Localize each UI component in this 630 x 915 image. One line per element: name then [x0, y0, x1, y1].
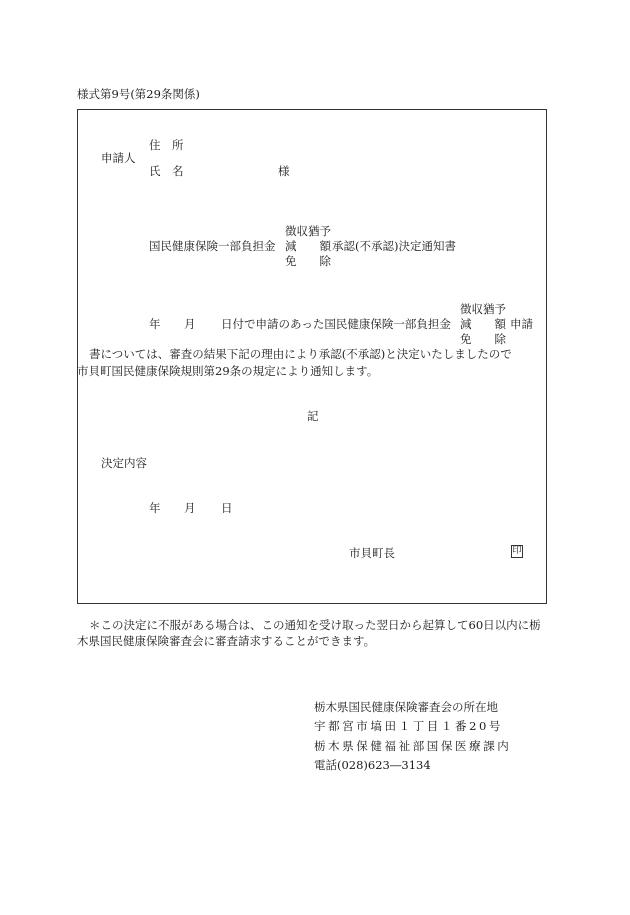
council-department: 栃木県保健福祉部国保医療課内	[314, 739, 512, 753]
body-line-2: 書については、審査の結果下記の理由により承認(不承認)と決定いたしましたので	[89, 347, 512, 361]
issuer-title: 市貝町長	[349, 546, 395, 560]
applicant-label: 申請人	[101, 151, 136, 165]
body-option-reduction: 減 額	[460, 317, 506, 331]
appeal-note-line-1: ＊この決定に不服がある場合は、この通知を受け取った翌日から起算して60日以内に栃	[89, 618, 541, 632]
honorific: 様	[278, 164, 290, 178]
title-option-exemption: 免 除	[285, 254, 331, 268]
form-number: 様式第9号(第29条関係)	[77, 87, 200, 101]
council-phone: 電話(028)623―3134	[314, 758, 431, 772]
name-label: 氏 名	[149, 164, 184, 178]
body-option-collection-deferral: 徴収猶予	[460, 302, 506, 316]
body-option-exemption: 免 除	[460, 332, 506, 346]
record-heading: 記	[307, 409, 319, 423]
decision-label: 決定内容	[101, 456, 147, 470]
council-name: 栃木県国民健康保険審査会の所在地	[314, 700, 498, 714]
date-month: 月	[184, 501, 196, 515]
appeal-note-line-2: 木県国民健康保険審査会に審査請求することができます。	[77, 634, 376, 648]
title-option-reduction: 減 額	[285, 239, 331, 253]
body-line-1: 日付で申請のあった国民健康保険一部負担金	[221, 317, 451, 331]
body-year: 年	[149, 317, 161, 331]
body-line-3: 市貝町国民健康保険規則第29条の規定により通知します。	[77, 364, 379, 378]
title-option-collection-deferral: 徴収猶予	[285, 224, 331, 238]
date-year: 年	[149, 501, 161, 515]
title-prefix: 国民健康保険一部負担金	[149, 239, 276, 253]
date-day: 日	[221, 501, 233, 515]
address-label: 住 所	[149, 138, 184, 152]
seal-mark: 印	[512, 546, 522, 556]
body-month: 月	[184, 317, 196, 331]
council-address: 宇都宮市塙田１丁目１番20号	[314, 719, 504, 733]
body-line-1-end: 申請	[510, 317, 533, 331]
title-suffix: 承認(不承認)決定通知書	[332, 239, 456, 253]
